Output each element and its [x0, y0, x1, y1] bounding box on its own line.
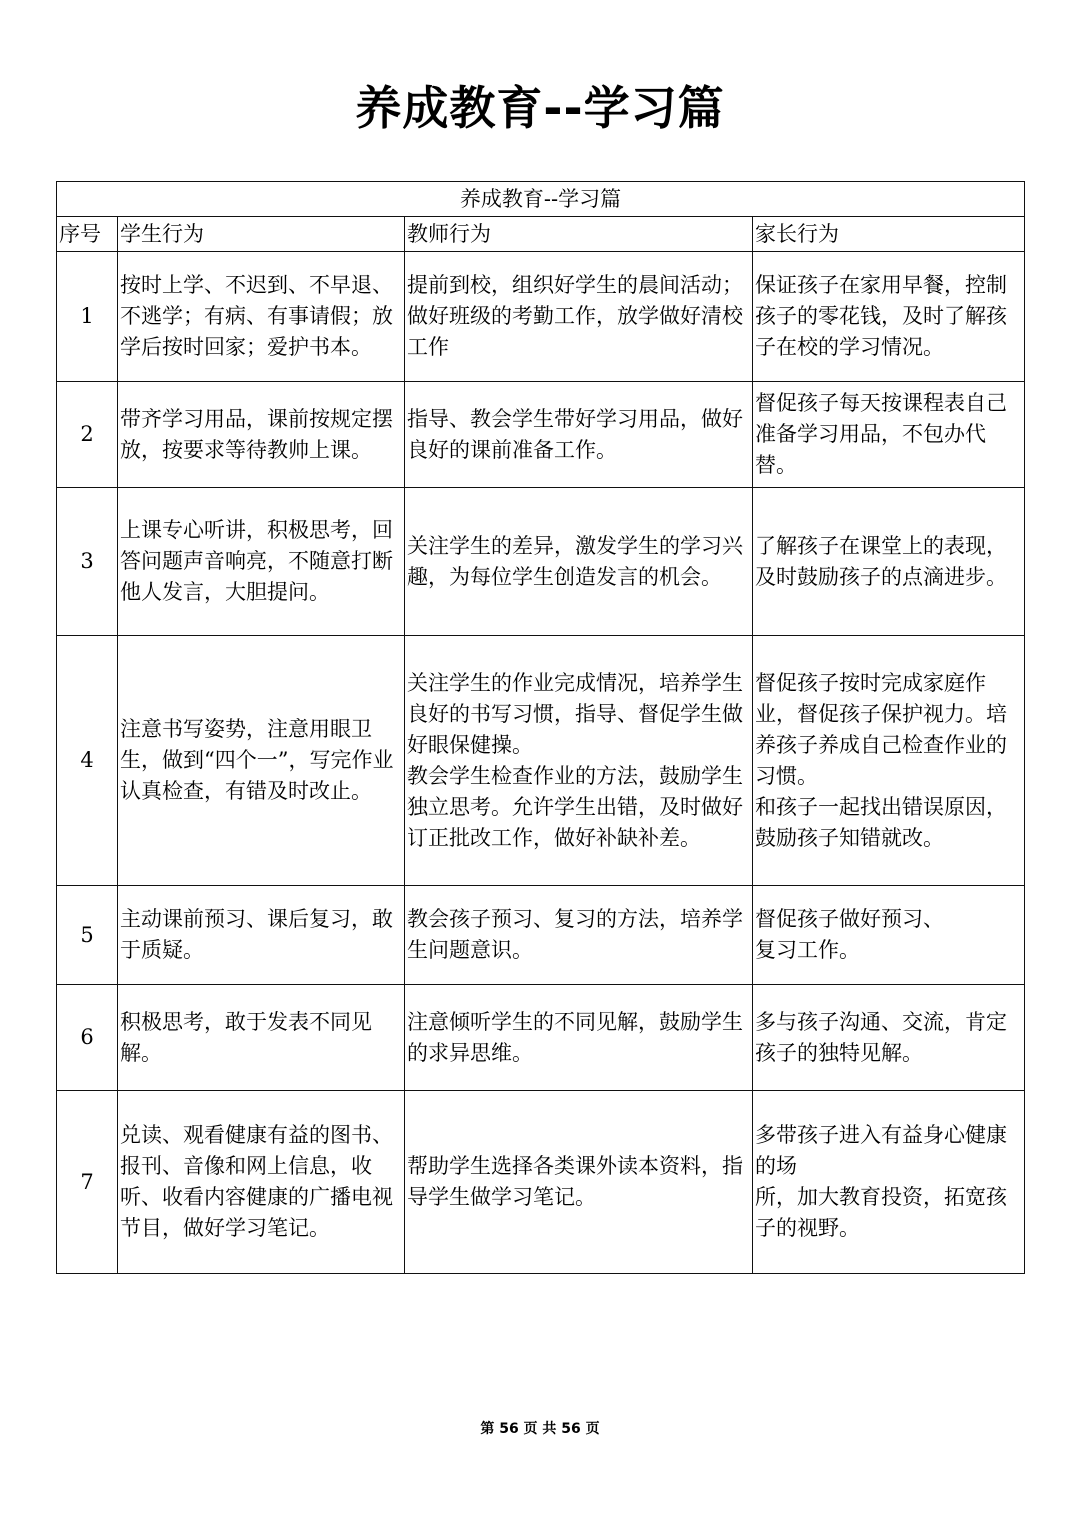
- student-behavior-cell: [118, 886, 405, 985]
- row-number: 3: [57, 488, 118, 636]
- parent-behavior-cell: [753, 1091, 1025, 1274]
- parent-behavior: 督促孩子做好预习、 复习工作。: [755, 907, 944, 962]
- page-footer: 第 56 页 共 56 页: [480, 1421, 600, 1437]
- row-number: 1: [57, 252, 118, 382]
- teacher-behavior: 教会孩子预习、复习的方法，培养学生问题意识。: [407, 907, 743, 962]
- student-behavior-cell: [118, 1091, 405, 1274]
- table-row: [57, 488, 1025, 636]
- parent-behavior-cell: [753, 985, 1025, 1091]
- student-behavior-cell: [118, 985, 405, 1091]
- parent-behavior: 督促孩子按时完成家庭作业，督促孩子保护视力。培养孩子养成自己检查作业的习惯。 和孩子一起找出错误原因，鼓励孩子知错就改。: [755, 670, 1007, 850]
- teacher-behavior-cell: [405, 1091, 753, 1274]
- student-behavior: 兑读、观看健康有益的图书、报刊、音像和网上信息，收听、收看内容健康的广播电视节目，做好学习笔记。: [120, 1123, 393, 1240]
- student-behavior-cell: [118, 252, 405, 382]
- teacher-behavior: 提前到校，组织好学生的晨间活动；做好班级的考勤工作，放学做好清校工作: [407, 273, 743, 359]
- teacher-behavior: 关注学生的作业完成情况，培养学生良好的书写习惯，指导、督促学生做好眼保健操。 教会学生检查作业的方法，鼓励学生独立思考。允许学生出错，及时做好订正批改工作，做好补缺补差。: [407, 670, 743, 850]
- parent-behavior: 保证孩子在家用早餐，控制孩子的零花钱，及时了解孩子在校的学习情况。: [755, 273, 1007, 359]
- table-row: [57, 985, 1025, 1091]
- teacher-behavior: 指导、教会学生带好学习用品，做好良好的课前准备工作。: [407, 406, 743, 462]
- student-behavior: 主动课前预习、课后复习，敢于质疑。: [120, 907, 393, 962]
- parent-behavior-cell: [753, 636, 1025, 886]
- teacher-behavior: 关注学生的差异，激发学生的学习兴趣，为每位学生创造发言的机会。: [407, 533, 743, 589]
- parent-behavior: 督促孩子每天按课程表自己准备学习用品，不包办代替。: [755, 391, 1007, 477]
- student-behavior: 按时上学、不迟到、不早退、不逃学；有病、有事请假；放学后按时回家；爱护书本。: [120, 273, 393, 359]
- parent-behavior: 多带孩子进入有益身心健康的场 所，加大教育投资，拓宽孩子的视野。: [755, 1123, 1007, 1240]
- teacher-behavior-cell: [405, 886, 753, 985]
- teacher-behavior-cell: [405, 488, 753, 636]
- teacher-behavior-cell: [405, 252, 753, 382]
- parent-behavior: 了解孩子在课堂上的表现，及时鼓励孩子的点滴进步。: [755, 533, 1007, 589]
- teacher-behavior-cell: [405, 382, 753, 488]
- row-number: 6: [57, 985, 118, 1091]
- student-behavior: 积极思考，敢于发表不同见解。: [120, 1009, 372, 1065]
- table-row: [57, 886, 1025, 985]
- header-teacher: 教师行为: [405, 217, 753, 252]
- student-behavior-cell: [118, 636, 405, 886]
- habit-table: [56, 181, 1025, 1274]
- student-behavior-cell: [118, 382, 405, 488]
- teacher-behavior: 帮助学生选择各类课外读本资料，指导学生做学习笔记。: [407, 1154, 743, 1209]
- parent-behavior-cell: [753, 886, 1025, 985]
- teacher-behavior-cell: [405, 636, 753, 886]
- table-header-row: [57, 217, 1025, 252]
- parent-behavior-cell: [753, 488, 1025, 636]
- table-row: [57, 636, 1025, 886]
- table-caption: 养成教育--学习篇: [57, 182, 1025, 217]
- teacher-behavior-cell: [405, 985, 753, 1091]
- header-parent: 家长行为: [753, 217, 1025, 252]
- student-behavior: 注意书写姿势，注意用眼卫生，做到“四个一”，写完作业认真检查，有错及时改止。: [120, 717, 394, 803]
- header-student: 学生行为: [118, 217, 405, 252]
- header-num: 序号: [57, 217, 118, 252]
- row-number: 2: [57, 382, 118, 488]
- student-behavior: 带齐学习用品，课前按规定摆放，按要求等待教帅上课。: [120, 406, 393, 462]
- parent-behavior-cell: [753, 252, 1025, 382]
- row-number: 5: [57, 886, 118, 985]
- student-behavior-cell: [118, 488, 405, 636]
- row-number: 7: [57, 1091, 118, 1274]
- table-row: [57, 382, 1025, 488]
- row-number: 4: [57, 636, 118, 886]
- table-row: [57, 252, 1025, 382]
- parent-behavior: 多与孩子沟通、交流，肯定孩子的独特见解。: [755, 1009, 1007, 1065]
- teacher-behavior: 注意倾听学生的不同见解，鼓励学生的求异思维。: [407, 1009, 743, 1065]
- document-title: 养成教育--学习篇: [355, 81, 725, 135]
- student-behavior: 上课专心听讲，积极思考，回答问题声音响亮，不随意打断他人发言，大胆提问。: [120, 518, 393, 604]
- table-row: [57, 1091, 1025, 1274]
- parent-behavior-cell: [753, 382, 1025, 488]
